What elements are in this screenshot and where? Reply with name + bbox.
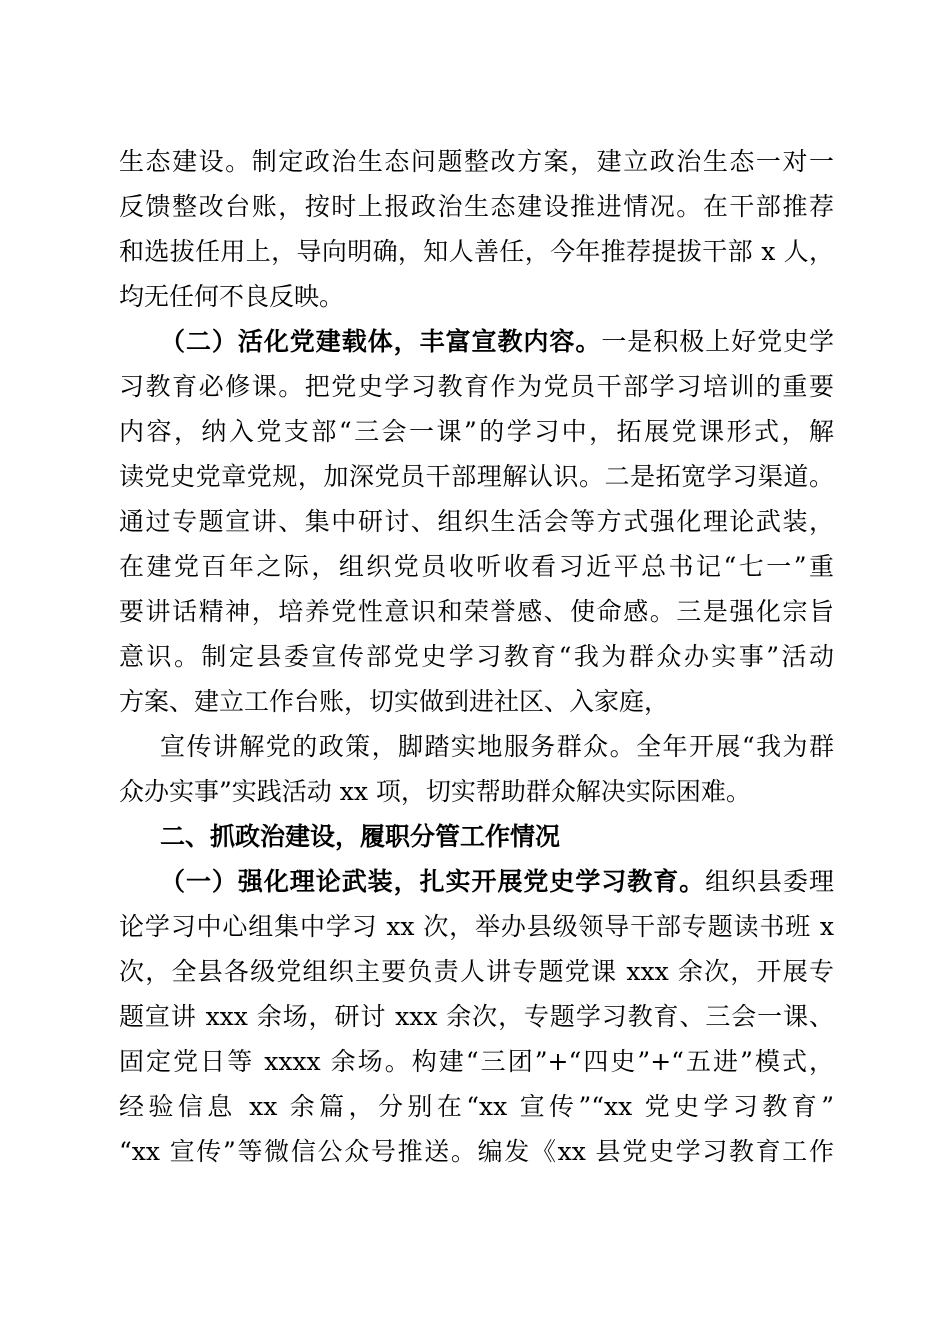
- paragraph-first-line: [160, 322, 834, 362]
- body-line: 要讲话精神，培养党性意识和荣誉感、使命感。三是强化宗旨: [119, 597, 834, 626]
- body-line: “xx 宣传”等微信公众号推送。编发《xx 县党史学习教育工作: [119, 1137, 834, 1166]
- body-line: 均无任何不良反映。: [119, 282, 345, 311]
- body-line: 意识。制定县委宣传部党史学习教育“我为群众办实事”活动: [119, 642, 834, 671]
- paragraph-first-line: [160, 862, 834, 902]
- section-lead-in: （二）活化党建载体，丰富宣教内容。: [160, 327, 602, 356]
- body-line: 众办实事”实践活动 xx 项，切实帮助群众解决实际困难。: [119, 777, 751, 806]
- body-line: 论学习中心组集中学习 xx 次，举办县级领导干部专题读书班 x: [119, 912, 834, 941]
- body-line: 通过专题宣讲、集中研讨、组织生活会等方式强化理论武装，: [119, 507, 834, 536]
- body-line: 题宣讲 xxx 余场，研讨 xxx 余次，专题学习教育、三会一课、: [119, 1002, 834, 1031]
- body-line: 次，全县各级党组织主要负责人讲专题党课 xxx 余次，开展专: [119, 957, 834, 986]
- body-line: 和选拔任用上，导向明确，知人善任，今年推荐提拔干部 x 人，: [119, 237, 834, 266]
- section-lead-in: （一）强化理论武装，扎实开展党史学习教育。: [160, 867, 706, 896]
- body-line: 固定党日等 xxxx 余场。构建“三团”+“四史”+“五进”模式，: [119, 1047, 834, 1076]
- body-line: 读党史党章党规，加深党员干部理解认识。二是拓宽学习渠道。: [119, 462, 834, 491]
- body-text: 组织县委理: [705, 867, 834, 896]
- body-line: 在建党百年之际，组织党员收听收看习近平总书记“七一”重: [119, 552, 834, 581]
- body-line: 内容，纳入党支部“三会一课”的学习中，拓展党课形式，解: [119, 417, 834, 446]
- body-line: 习教育必修课。把党史学习教育作为党员干部学习培训的重要: [119, 372, 834, 401]
- body-text: 一是积极上好党史学: [601, 327, 834, 356]
- body-line: 方案、建立工作台账，切实做到进社区、入家庭，: [119, 687, 670, 716]
- section-heading: 二、抓政治建设，履职分管工作情况: [160, 822, 561, 851]
- body-line: 反馈整改台账，按时上报政治生态建设推进情况。在干部推荐: [119, 192, 834, 221]
- body-line: 生态建设。制定政治生态问题整改方案，建立政治生态一对一: [119, 147, 834, 176]
- body-line: 经验信息 xx 余篇，分别在“xx 宣传”“xx 党史学习教育”: [119, 1092, 834, 1121]
- paragraph-first-line: 宣传讲解党的政策，脚踏实地服务群众。全年开展“我为群: [160, 732, 834, 761]
